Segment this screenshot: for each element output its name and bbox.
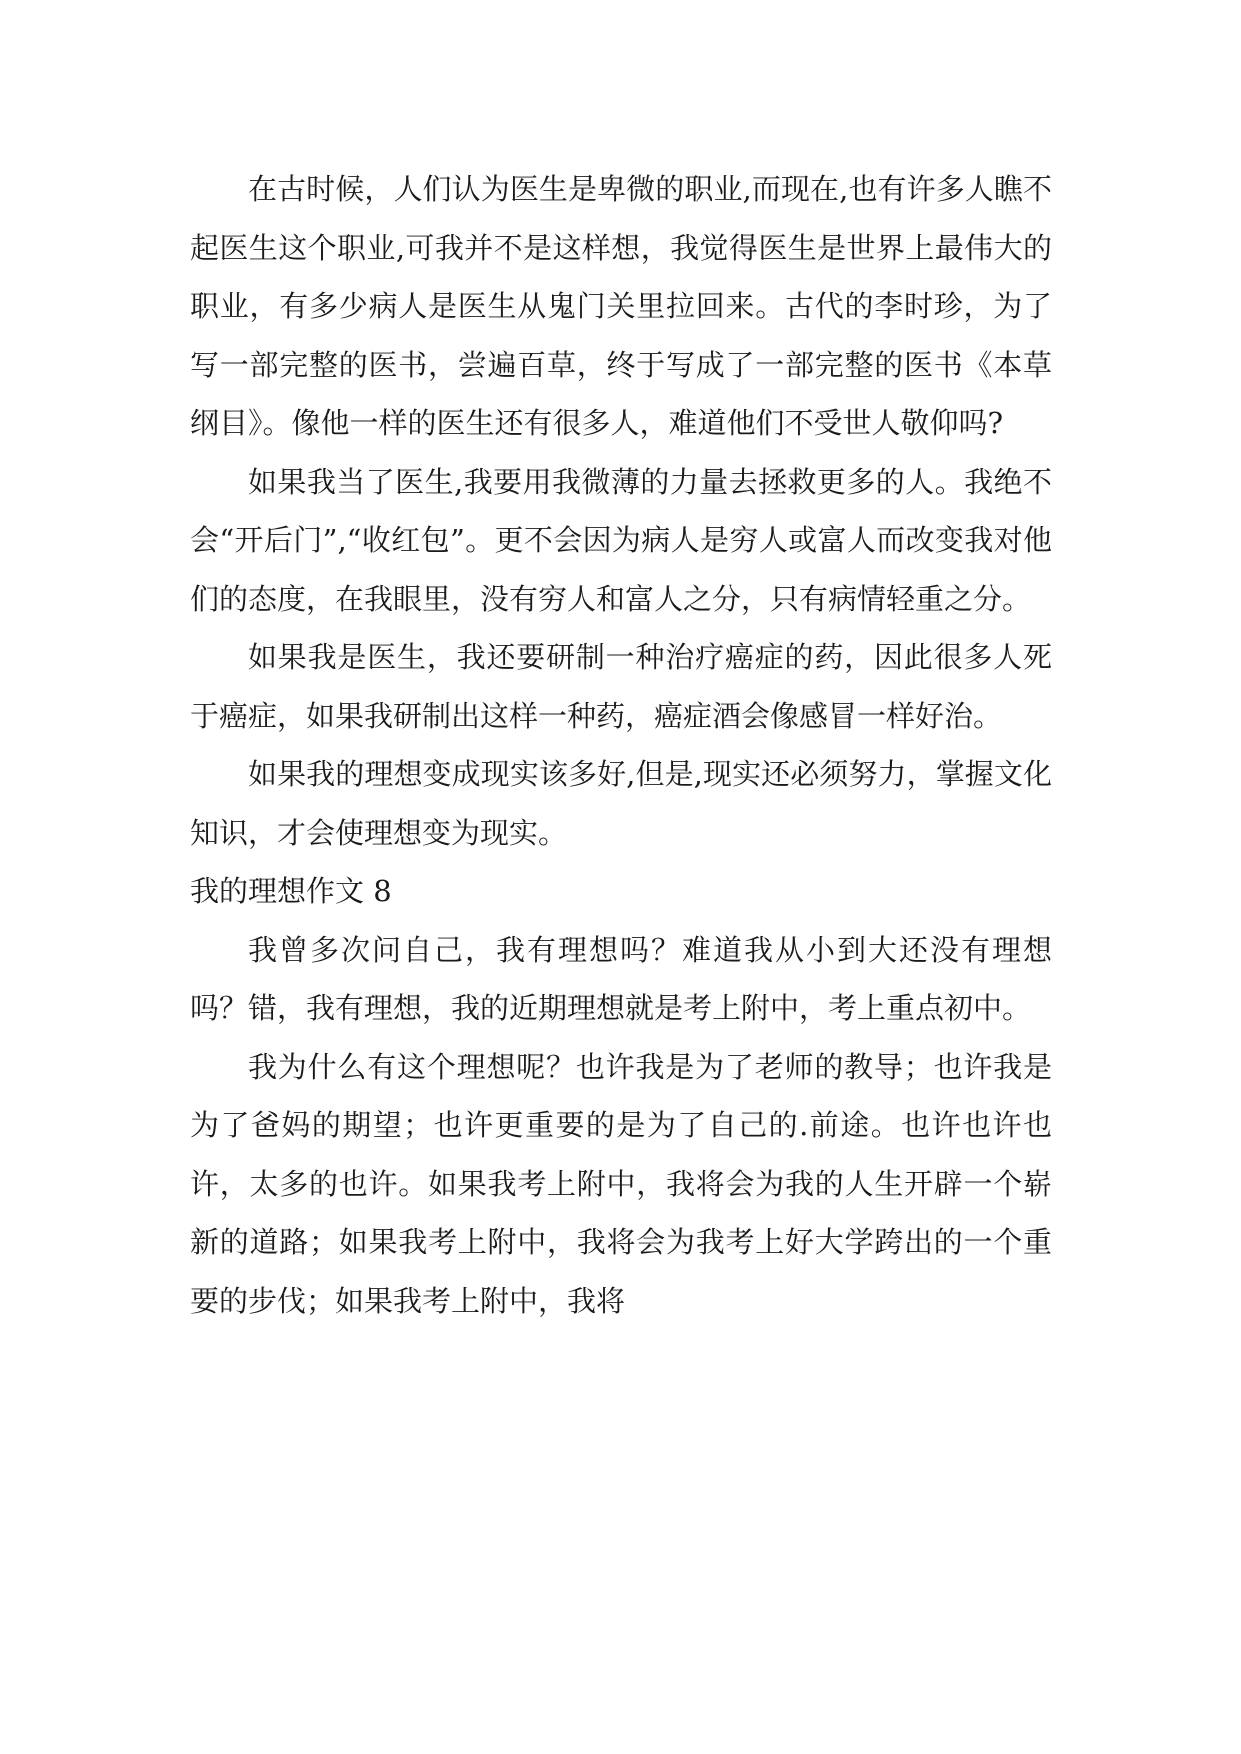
paragraph-cancer-medicine: 如果我是医生，我还要研制一种治疗癌症的药，因此很多人死于癌症，如果我研制出这样一种药，癌症酒会像感冒一样好治。 (190, 640, 1052, 733)
paragraph-save-people: 如果我当了医生,我要用我微薄的力量去拯救更多的人。我绝不会“开后门”,“收红包”。更不会因为病人是穷人或富人而改变我对他们的态度，在我眼里，没有穷人和富人之分，只有病情轻重之分。 (190, 464, 1052, 616)
essay-heading: 我的理想作文 8 (190, 874, 392, 908)
paragraph-why-dream: 我为什么有这个理想呢？也许我是为了老师的教导；也许我是为了爸妈的期望；也许更重要的是为了自己的.前途。也许也许也许，太多的也许。如果我考上附中，我将会为我的人生开辟一个崭新的道路；如果我考上附中，我将会为我考上好大学跨出的一个重要的步伐；如果我考上附中，我将 (190, 1049, 1052, 1318)
paragraph-dream-reality: 如果我的理想变成现实该多好,但是,现实还必须努力，掌握文化知识，才会使理想变为现实。 (190, 757, 1052, 850)
document-page (190, 160, 1052, 1330)
paragraph-doctors-respect: 在古时候，人们认为医生是卑微的职业,而现在,也有许多人瞧不起医生这个职业,可我并不是这样想，我觉得医生是世界上最伟大的职业，有多少病人是医生从鬼门关里拉回来。古代的李时珍，为了写一部完整的医书，尝遍百草，终于写成了一部完整的医书《本草纲目》。像他一样的医生还有很多人，难道他们不受世人敬仰吗? (190, 172, 1052, 440)
paragraph-ask-myself: 我曾多次问自己，我有理想吗？难道我从小到大还没有理想吗？错，我有理想，我的近期理想就是考上附中，考上重点初中。 (190, 932, 1052, 1025)
